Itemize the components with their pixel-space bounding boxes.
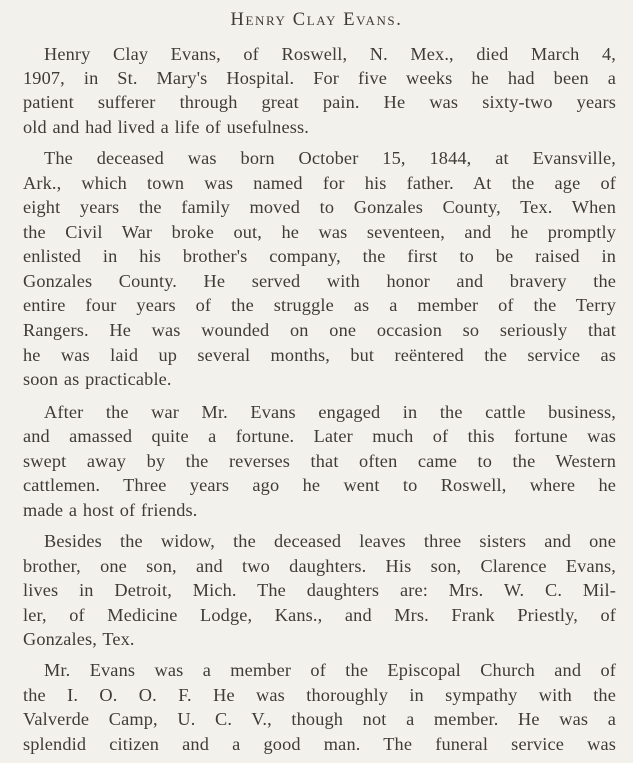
text-line: lives in Detroit, Mich. The daughters are: Mrs. W. C. Mil- [23, 580, 616, 600]
text-line: enlisted in his brother's company, the first to be raised in [23, 246, 616, 266]
text-line: Mr. Evans was a member of the Episcopal Church and of [44, 660, 616, 680]
text-line: swept away by the reverses that often came to the Western [23, 451, 616, 471]
text-line: the I. O. O. F. He was thoroughly in sympathy with the [23, 685, 616, 705]
text-line: he was laid up several months, but reëntered the service as [23, 345, 616, 365]
text-line: The deceased was born October 15, 1844, at Evansville, [44, 148, 616, 168]
text-line: cattlemen. Three years ago he went to Roswell, where he [23, 475, 616, 495]
text-line: Rangers. He was wounded on one occasion so seriously that [23, 320, 616, 340]
text-line: ler, of Medicine Lodge, Kans., and Mrs. Frank Priestly, of [23, 605, 616, 625]
text-line: patient sufferer through great pain. He was sixty-two years [23, 92, 616, 112]
text-line: splendid citizen and a good man. The funeral service was [23, 734, 616, 754]
text-line: After the war Mr. Evans engaged in the cattle business, [44, 402, 616, 422]
text-line: Henry Clay Evans, of Roswell, N. Mex., died March 4, [44, 44, 616, 64]
text-line: the Civil War broke out, he was seventeen, and he promptly [23, 222, 616, 242]
text-line: and amassed quite a fortune. Later much of this fortune was [23, 426, 616, 446]
text-line: Valverde Camp, U. C. V., though not a member. He was a [23, 709, 616, 729]
text-line: Besides the widow, the deceased leaves three sisters and one [44, 531, 616, 551]
text-line: Gonzales, Tex. [23, 629, 135, 649]
text-line: made a host of friends. [23, 500, 198, 520]
text-line: Gonzales County. He served with honor and bravery the [23, 271, 616, 291]
article-title: Henry Clay Evans. [230, 10, 403, 30]
text-line: brother, one son, and two daughters. His son, Clarence Evans, [23, 556, 616, 576]
text-line: 1907, in St. Mary's Hospital. For five weeks he had been a [23, 68, 616, 88]
text-line: entire four years of the struggle as a member of the Terry [23, 295, 616, 315]
text-line: Ark., which town was named for his father. At the age of [23, 173, 616, 193]
text-line: eight years the family moved to Gonzales County, Tex. When [23, 197, 616, 217]
text-line: soon as practicable. [23, 369, 172, 389]
text-line: old and had lived a life of usefulness. [23, 117, 309, 137]
